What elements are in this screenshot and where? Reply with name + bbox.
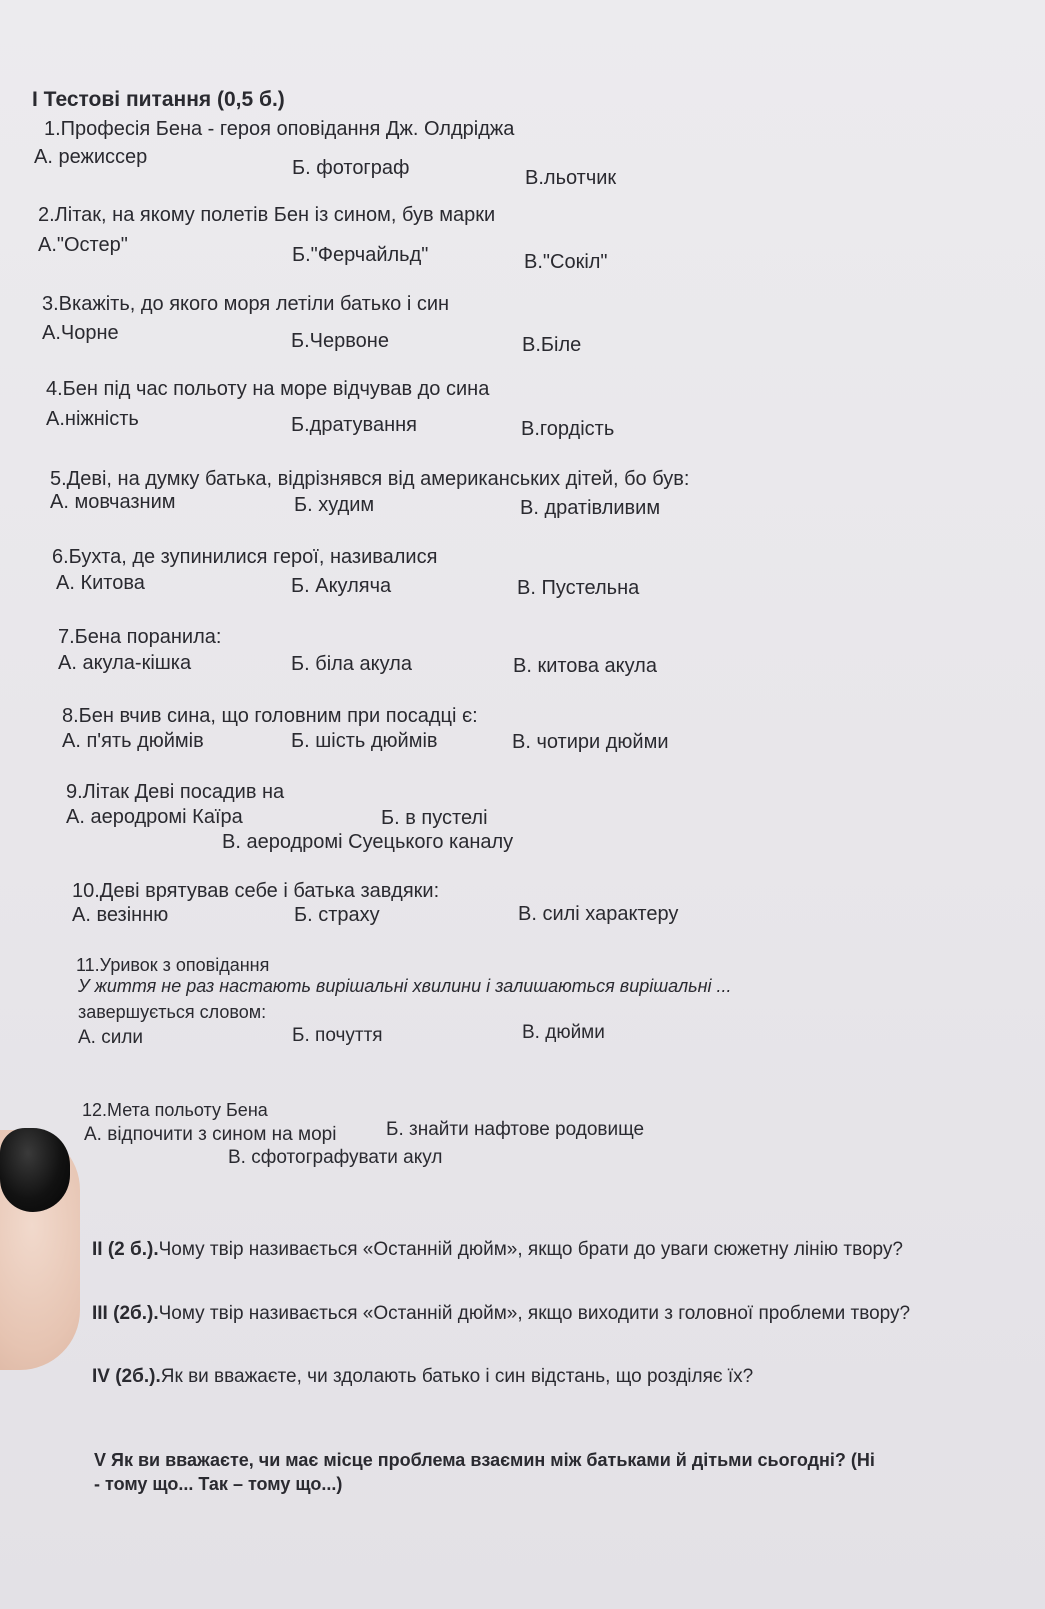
- q1-option-a: А. режиссер: [34, 146, 148, 168]
- task-5: [94, 1450, 875, 1471]
- q9-option-a: А. аеродромі Каїра: [66, 806, 243, 828]
- q11-excerpt: У життя не раз настають вирішальні хвилини і залишаються вирішальні ...: [78, 976, 732, 996]
- q9-option-c: В. аеродромі Суецького каналу: [222, 831, 514, 853]
- q12-option-c: В. сфотографувати акул: [228, 1147, 443, 1168]
- question-6: 6.Бухта, де зупинилися герої, називалися: [52, 546, 438, 568]
- q9-option-b: Б. в пустелі: [381, 807, 488, 829]
- task-5-continuation: - тому що... Так – тому що...): [94, 1474, 343, 1494]
- task-2-text: Чому твір називається «Останній дюйм», якщо брати до уваги сюжетну лінію твору?: [158, 1239, 903, 1260]
- task-4-text: Як ви вважаєте, чи здолають батько і син відстань, що розділяє їх?: [160, 1366, 754, 1387]
- task-5-number: V: [94, 1450, 107, 1470]
- q8-option-a: А. п'ять дюймів: [62, 730, 204, 752]
- q5-option-c: В. дратівливим: [520, 497, 661, 519]
- fingernail: [0, 1128, 70, 1212]
- q1-option-c: В.льотчик: [525, 167, 617, 189]
- q10-option-c: В. силі характеру: [518, 903, 679, 925]
- q12-option-a: А. відпочити з сином на морі: [84, 1124, 337, 1145]
- task-4: [92, 1366, 753, 1388]
- q7-option-a: А. акула-кішка: [58, 652, 192, 674]
- question-7: 7.Бена поранила:: [58, 626, 222, 648]
- question-3: 3.Вкажіть, до якого моря летіли батько і син: [42, 293, 450, 315]
- q6-option-c: В. Пустельна: [517, 577, 640, 599]
- q11-tail: завершується словом:: [78, 1002, 267, 1022]
- question-2: 2.Літак, на якому полетів Бен із сином, був марки: [38, 204, 496, 226]
- task-3: [92, 1303, 910, 1325]
- q2-option-c: В."Сокіл": [524, 251, 608, 273]
- section-title: І Тестові питання (0,5 б.): [32, 88, 285, 111]
- q6-option-a: А. Китова: [56, 572, 145, 594]
- q11-option-b: Б. почуття: [292, 1025, 383, 1046]
- question-10: 10.Деві врятував себе і батька завдяки:: [72, 880, 440, 902]
- task-5-text: Як ви вважаєте, чи має місце проблема взаємин між батьками й дітьми сьогодні? (Ні: [111, 1450, 875, 1470]
- q8-option-c: В. чотири дюйми: [512, 731, 669, 753]
- q11-option-a: А. сили: [78, 1027, 144, 1048]
- question-9: 9.Літак Деві посадив на: [66, 781, 285, 803]
- q2-option-a: А."Остер": [38, 234, 128, 256]
- task-4-number: IV (2б.).: [92, 1366, 161, 1387]
- q3-option-a: А.Чорне: [42, 322, 119, 344]
- q12-option-b: Б. знайти нафтове родовище: [386, 1119, 645, 1140]
- task-3-number: ІІІ (2б.).: [92, 1303, 159, 1324]
- q2-option-b: Б."Ферчайльд": [292, 244, 429, 266]
- question-4: 4.Бен під час польоту на море відчував до сина: [46, 378, 490, 400]
- question-8: 8.Бен вчив сина, що головним при посадці є:: [62, 705, 478, 727]
- task-2: [92, 1239, 903, 1261]
- question-5: 5.Деві, на думку батька, відрізнявся від американських дітей, бо був:: [50, 468, 690, 490]
- q4-option-a: А.ніжність: [46, 408, 139, 430]
- q10-option-a: А. везінню: [72, 904, 169, 926]
- q7-option-b: Б. біла акула: [291, 653, 412, 675]
- q7-option-c: В. китова акула: [513, 655, 657, 677]
- task-3-text: Чому твір називається «Останній дюйм», якщо виходити з головної проблеми твору?: [158, 1303, 911, 1324]
- question-1: 1.Професія Бена - героя оповідання Дж. Олдріджа: [44, 118, 515, 140]
- q4-option-b: Б.дратування: [291, 414, 417, 436]
- q3-option-c: В.Біле: [522, 334, 582, 356]
- q5-option-a: А. мовчазним: [50, 491, 176, 513]
- q4-option-c: В.гордість: [521, 418, 615, 440]
- q11-option-c: В. дюйми: [522, 1022, 605, 1043]
- question-11: 11.Уривок з оповідання: [76, 955, 270, 975]
- q10-option-b: Б. страху: [294, 904, 380, 926]
- q3-option-b: Б.Червоне: [291, 330, 389, 352]
- q8-option-b: Б. шість дюймів: [291, 730, 438, 752]
- question-12: 12.Мета польоту Бена: [82, 1100, 268, 1120]
- q6-option-b: Б. Акуляча: [291, 575, 392, 597]
- task-2-number: ІІ (2 б.).: [92, 1239, 159, 1260]
- q1-option-b: Б. фотограф: [292, 157, 410, 179]
- q5-option-b: Б. худим: [294, 494, 375, 516]
